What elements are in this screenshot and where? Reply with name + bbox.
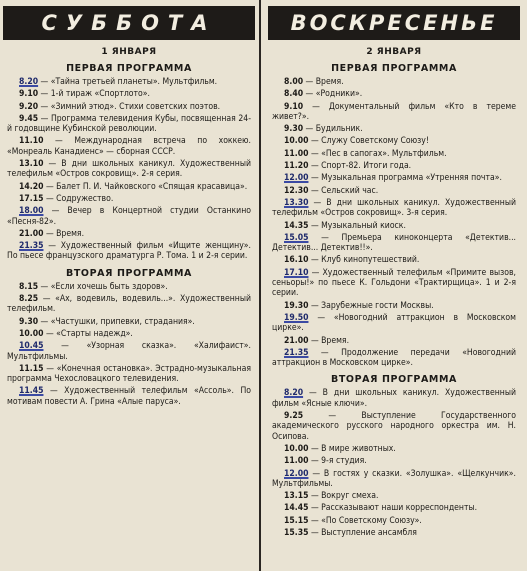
entry-text: — Содружество. bbox=[45, 193, 114, 204]
entry-text: — В дни школьных каникул. Художественный телефильм «Остров сокровищ». 3-я серия. bbox=[272, 197, 516, 219]
entry-time: 14.20 bbox=[19, 181, 44, 192]
schedule-entry bbox=[272, 444, 516, 454]
saturday-programs bbox=[3, 63, 255, 407]
entry-text: — «По Советскому Союзу». bbox=[310, 515, 422, 526]
entry-time: 17.15 bbox=[19, 193, 44, 204]
schedule-entry bbox=[272, 313, 516, 334]
entry-time: 12.30 bbox=[284, 185, 309, 196]
schedule-entry bbox=[7, 206, 251, 227]
entry-time: 8.20 bbox=[284, 388, 304, 399]
sunday-column bbox=[268, 0, 520, 571]
schedule-entry bbox=[7, 294, 251, 315]
entry-time: 9.10 bbox=[284, 101, 304, 112]
entry-text: — Художественный телефильм «Ассоль». По мотивам повести А. Грина «Алые паруса». bbox=[7, 386, 251, 407]
entry-time: 8.40 bbox=[284, 89, 304, 100]
entry-time: 8.25 bbox=[19, 294, 39, 305]
entry-text: — В гостях у сказки. «Золушка». «Щелкунчик». Мультфильмы. bbox=[272, 468, 516, 489]
sunday-date: 2 ЯНВАРЯ bbox=[366, 47, 422, 57]
schedule-entry bbox=[272, 268, 516, 299]
schedule-entry bbox=[7, 77, 251, 87]
entry-text: — Документальный фильм «Кто в тереме живет?». bbox=[272, 101, 516, 122]
entry-text: — Рассказывают наши корреспонденты. bbox=[310, 503, 478, 514]
schedule-entry bbox=[7, 114, 251, 135]
column-divider bbox=[259, 0, 261, 571]
entry-time: 10.45 bbox=[19, 341, 44, 352]
program-heading: ВТОРАЯ ПРОГРАММА bbox=[66, 267, 192, 279]
saturday-column bbox=[3, 0, 255, 571]
entry-time: 9.20 bbox=[19, 101, 39, 112]
schedule-entry bbox=[272, 516, 516, 526]
entry-time: 21.35 bbox=[284, 347, 309, 358]
entry-time: 21.00 bbox=[284, 335, 309, 346]
entry-time: 9.30 bbox=[284, 124, 304, 135]
schedule-entry bbox=[272, 173, 516, 183]
entry-text: — Выступление Государственного академического русского народного оркестра им. Н. Осипова. bbox=[272, 411, 516, 442]
schedule-entry bbox=[272, 469, 516, 490]
entry-text: — «Ах, водевиль, водевиль...». Художественный телефильм. bbox=[7, 294, 251, 315]
entry-text: — «Узорная сказка». «Халифаист». Мультфильмы. bbox=[7, 341, 251, 362]
entry-text: — «Если хочешь быть здоров». bbox=[40, 281, 168, 292]
schedule-entry bbox=[272, 456, 516, 466]
entry-text: — Музыкальный киоск. bbox=[310, 220, 406, 231]
entry-time: 11.15 bbox=[19, 363, 44, 374]
schedule-entry bbox=[7, 364, 251, 385]
schedule-entry bbox=[272, 149, 516, 159]
entry-time: 16.10 bbox=[284, 255, 309, 266]
entry-time: 13.15 bbox=[284, 491, 309, 502]
entry-time: 15.05 bbox=[284, 232, 309, 243]
entry-text: — Сельский час. bbox=[310, 185, 379, 196]
entry-time: 18.00 bbox=[19, 206, 44, 217]
schedule-entry bbox=[7, 89, 251, 99]
entry-time: 8.00 bbox=[284, 77, 304, 87]
schedule-entry bbox=[272, 198, 516, 219]
entry-time: 13.10 bbox=[19, 159, 44, 170]
entry-time: 15.35 bbox=[284, 527, 309, 538]
entry-text: — Международная встреча по хоккею. «Монреаль Канадиенс» — сборная СССР. bbox=[7, 136, 251, 157]
schedule-entry bbox=[7, 282, 251, 292]
entry-time: 13.30 bbox=[284, 197, 309, 208]
schedule-entry bbox=[272, 411, 516, 442]
entry-time: 11.00 bbox=[284, 148, 309, 159]
schedule-entry bbox=[272, 136, 516, 146]
program-heading: ПЕРВАЯ ПРОГРАММА bbox=[66, 63, 192, 74]
entry-text: — Спорт-82. Итоги года. bbox=[310, 161, 412, 172]
entry-time: 14.45 bbox=[284, 503, 309, 514]
entry-time: 19.50 bbox=[284, 312, 309, 323]
entry-time: 12.00 bbox=[284, 468, 309, 479]
schedule-entry bbox=[272, 89, 516, 99]
schedule-entry bbox=[7, 136, 251, 157]
schedule-entry bbox=[272, 301, 516, 311]
program-listing bbox=[3, 77, 255, 262]
entry-text: — Художественный телефильм «Примите вызов, сеньоры!» по пьесе К. Гольдони «Трактирщица». 1 и 2-я серии. bbox=[272, 267, 516, 299]
entry-text: — Время. bbox=[45, 228, 85, 239]
schedule-entry bbox=[7, 317, 251, 327]
schedule-entry bbox=[7, 229, 251, 239]
schedule-entry bbox=[272, 102, 516, 123]
entry-text: — 1-й тираж «Спортлото». bbox=[40, 89, 150, 100]
entry-time: 9.30 bbox=[19, 316, 39, 327]
entry-text: — Музыкальная программа «Утренняя почта». bbox=[310, 173, 502, 184]
entry-time: 10.00 bbox=[284, 443, 309, 454]
entry-text: — Будильник. bbox=[305, 124, 363, 135]
schedule-entry bbox=[272, 491, 516, 501]
schedule-entry bbox=[7, 194, 251, 204]
entry-text: — «Родники». bbox=[305, 89, 363, 100]
entry-text: — «Пес в сапогах». Мультфильм. bbox=[310, 148, 447, 159]
schedule-entry bbox=[7, 102, 251, 112]
entry-text: — В дни школьных каникул. Художественный фильм «Ясные ключи». bbox=[272, 388, 516, 409]
schedule-entry bbox=[272, 503, 516, 513]
entry-text: — Художественный фильм «Ищите женщину». По пьесе французского драматурга Р. Тома. 1 и 2-я серии. bbox=[7, 241, 251, 262]
entry-text: — Время. bbox=[310, 335, 350, 346]
entry-text: — Выступление ансамбля bbox=[310, 527, 417, 538]
entry-text: — Клуб кинопутешествий. bbox=[310, 255, 420, 266]
schedule-entry bbox=[7, 159, 251, 180]
entry-text: — 9-я студия. bbox=[310, 456, 367, 467]
entry-time: 9.25 bbox=[284, 411, 304, 422]
entry-text: — «Тайна третьей планеты». Мультфильм. bbox=[40, 77, 218, 87]
entry-time: 10.00 bbox=[284, 136, 309, 147]
schedule-entry bbox=[272, 528, 516, 538]
entry-text: — В мире животных. bbox=[310, 443, 396, 454]
entry-text: — «Зимний этюд». Стихи советских поэтов. bbox=[40, 101, 221, 112]
program-heading: ПЕРВАЯ ПРОГРАММА bbox=[331, 63, 457, 74]
program-listing bbox=[268, 77, 520, 368]
entry-text: — «Новогодний аттракцион в Московском цирке». bbox=[272, 312, 516, 334]
sunday-title: ВОСКРЕСЕНЬЕ bbox=[268, 6, 520, 40]
schedule-entry bbox=[272, 348, 516, 369]
entry-time: 9.10 bbox=[19, 89, 39, 100]
entry-text: — «Конечная остановка». Эстрадно-музыкальная программа Чехословацкого телевидения. bbox=[7, 363, 251, 385]
schedule-entry bbox=[272, 161, 516, 171]
program-heading: ВТОРАЯ ПРОГРАММА bbox=[331, 374, 457, 386]
schedule-entry bbox=[7, 241, 251, 262]
entry-time: 21.35 bbox=[19, 241, 44, 252]
schedule-entry bbox=[7, 182, 251, 192]
program-listing bbox=[3, 282, 255, 407]
entry-time: 11.10 bbox=[19, 136, 44, 147]
entry-time: 11.45 bbox=[19, 386, 44, 397]
schedule-entry bbox=[272, 255, 516, 265]
schedule-entry bbox=[7, 386, 251, 407]
program-listing bbox=[268, 388, 520, 538]
entry-time: 19.30 bbox=[284, 300, 309, 311]
entry-text: — Время. bbox=[305, 77, 344, 87]
entry-text: — Программа телевидения Кубы, посвященная 24-й годовщине Кубинской революции. bbox=[7, 113, 251, 135]
entry-time: 17.10 bbox=[284, 267, 309, 278]
entry-text: — Вечер в Концертной студии Останкино «Песня-82». bbox=[7, 206, 251, 227]
entry-text: — «Частушки, припевки, страдания». bbox=[40, 316, 195, 327]
entry-time: 9.45 bbox=[19, 113, 39, 124]
schedule-entry bbox=[272, 221, 516, 231]
entry-time: 12.00 bbox=[284, 173, 309, 184]
schedule-entry bbox=[272, 77, 516, 87]
entry-text: — Вокруг смеха. bbox=[310, 491, 379, 502]
entry-time: 15.15 bbox=[284, 515, 309, 526]
schedule-entry bbox=[7, 329, 251, 339]
schedule-entry bbox=[272, 124, 516, 134]
entry-time: 8.15 bbox=[19, 281, 39, 292]
entry-text: — «Старты надежд». bbox=[45, 328, 133, 339]
schedule-entry bbox=[272, 233, 516, 254]
entry-text: — Служу Советскому Союзу! bbox=[310, 136, 429, 147]
schedule-entry bbox=[272, 186, 516, 196]
entry-text: — Продолжение передачи «Новогодний аттракцион в Московском цирке». bbox=[272, 347, 516, 369]
schedule-entry bbox=[272, 388, 516, 409]
entry-time: 11.00 bbox=[284, 456, 309, 467]
entry-text: — В дни школьных каникул. Художественный телефильм «Остров сокровищ». 2-я серия. bbox=[7, 159, 251, 180]
entry-text: — Зарубежные гости Москвы. bbox=[310, 300, 434, 311]
entry-text: — Премьера киноконцерта «Детектив... Детектив... Детектив!!». bbox=[272, 232, 516, 254]
schedule-entry bbox=[7, 341, 251, 362]
schedule-entry bbox=[272, 336, 516, 346]
sunday-programs bbox=[268, 63, 520, 538]
saturday-title: СУББОТА bbox=[3, 6, 255, 40]
entry-time: 14.35 bbox=[284, 220, 309, 231]
saturday-date: 1 ЯНВАРЯ bbox=[101, 47, 157, 57]
entry-time: 10.00 bbox=[19, 328, 44, 339]
entry-text: — Балет П. И. Чайковского «Спящая красавица». bbox=[45, 181, 248, 192]
entry-time: 11.20 bbox=[284, 161, 309, 172]
entry-time: 21.00 bbox=[19, 228, 44, 239]
entry-time: 8.20 bbox=[19, 77, 39, 87]
